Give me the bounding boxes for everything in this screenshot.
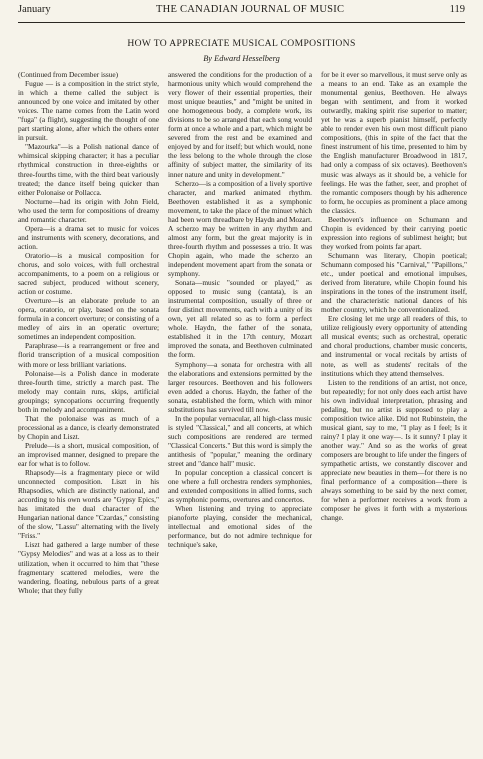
paragraph: Liszt had gathered a large number of these "Gypsy Melodies" and was at a loss as to their utilization, when it occurred to him that "these fragmentary scattered melodies, were the wandering, floating, nebulous parts of a great Whole; that they fully bbox=[18, 540, 159, 595]
paragraph: Symphony—a sonata for orchestra with all the elaborations and extensions permitted by the larger resources. Beethoven and his followers even added a chorus. Haydn, the father of the sonata, established the form, which with minor substitutions has survived till now. bbox=[168, 359, 312, 414]
paragraph: Paraphrase—is a rearrangement or free and florid transcription of a musical composition with more or less brilliant variations. bbox=[18, 341, 159, 369]
header-journal-title: THE CANADIAN JOURNAL OF MUSIC bbox=[155, 4, 345, 15]
header-rule bbox=[18, 22, 465, 23]
paragraph: for be it ever so marvellous, it must serve only as a means to an end. Take as an example the monumental genius, Beethoven. He always began with sentiment, and from it worked outwardly, making spirit rise superior to matter; yet he was a superb pianist himself, perfectly able to render even his own most difficult piano compositions, (this in spite of the fact that the finest instrument of his time, presented to him by the English manufacturer Broadwood in 1817, had only a compass of six octaves). Beethoven's music was always as it should be, a vehicle for feelings. He was the father, seer, and prophet of the romantic composers though by his adherence to form, he occupies as prominent a place among the classics. bbox=[321, 70, 467, 215]
paragraph: Oratorio—is a musical composition for chorus, and solo voices, with full orchestral accompaniments, to a poem on a religious or sacred subject, produced without scenery, action or costume. bbox=[18, 250, 159, 297]
header-month: January bbox=[18, 4, 51, 15]
paragraph: Overture—is an elaborate prelude to an opera, oratorio, or play, based on the sonata formula in a concert overture; or consisting of a medley of airs in an operatic overture; sometimes an independent composition. bbox=[18, 296, 159, 342]
paragraph: Sonata—music "sounded or played," as opposed to music sung (cantata), is an instrumental composition, usually of three or four distinct movements, each with a unity of its own, yet all related so as to form a perfect whole. Haydn, the father of the sonata, established it in the 17th century, Mozart improved the sonata, and Beethoven culminated the form. bbox=[168, 278, 312, 360]
paragraph: Scherzo—is a composition of a lively sportive character, and marked animated rhythm. Beethoven established it as a symphonic movement, to take the place of the minuet which had been worn threadbare by Haydn and Mozart. A scherzo may be written in any rhythm and almost any form, but the great majority is in three-fourth rhythm and possesses a trio. It was Chopin again, who made the scherzo an independent movement apart from the sonata or symphony. bbox=[168, 178, 312, 279]
paragraph: "Mazourka"—is a Polish national dance of whimsical skipping character; it has a peculiar rhythmical construction in three-eighths or three-fourths time, with the third beat variously treated; the dance itself being quicker than either Polonaise or Pollacca. bbox=[18, 142, 159, 197]
paragraph: (Continued from December issue) bbox=[18, 70, 119, 79]
paragraph: Prelude—is a short, musical composition, of an improvised manner, designed to prepare the ear for what is to follow. bbox=[18, 440, 159, 469]
header-page-number: 119 bbox=[449, 4, 465, 15]
paragraph: Listen to the renditions of an artist, not once, but repeatedly; for not only does each artist have his own individual interpretation, phrasing and pedaling, but no artist is supposed to play a composition twice alike. Did not Rubinstein, the musical giant, say to me, "I play as I feel; Is it rainy? I play it one way—. Is it sunny? I play it another way." And so as the works of great composers are brought to life under the fingers of sympathetic artists, we constantly discover and appreciate new beauties in them—for there is no final performance of a composition—there is always something to be said by the next comer, for when a performer receives a work from a composer he gives it forth with a mysterious change. bbox=[321, 377, 467, 523]
text-column-1 bbox=[18, 70, 159, 755]
paragraph: Fugue — is a composition in the strict style, in which a theme called the subject is announced by one voice and imitated by other voices. The name comes from the Latin word "fuga" (a flight), suggesting the thought of one part starting alone, after which the others enter in pursuit. bbox=[18, 79, 159, 143]
paragraph: In popular conception a classical concert is one where a full orchestra renders symphonies, and extended compositions in allied forms, such as symphonic poems, overtures and concertos. bbox=[168, 468, 312, 505]
paragraph: Beethoven's influence on Schumann and Chopin is evidenced by their carrying poetic expression into regions of sublimest height; but they worked from points far apart. bbox=[321, 214, 467, 251]
paragraph: Schumann was literary, Chopin poetical; Schumann composed his "Carnival," "Papillons," etc., under poetical and emotional impulses, derived from literature, while Chopin found his inspirations in the tones of the instrument itself, and the characteristic national dances of his mother country, which he conventionalized. bbox=[321, 250, 467, 315]
article-byline: By Edward Hesselberg bbox=[203, 54, 280, 63]
text-column-3 bbox=[321, 70, 467, 755]
text-column-2 bbox=[168, 70, 312, 755]
paragraph: Rhapsody—is a fragmentary piece or wild unconnected composition. Liszt in his Rhapsodies, which are distinctly national, and according to his own words are "Gypsy Epics," has imitated the dual character of the Hungarian national dance "Czardas," consisting of the slow, "Lassu" alternating with the lively "Friss." bbox=[18, 468, 159, 541]
paragraph: Opera—is a drama set to music for voices and instruments with scenery, decorations, and action. bbox=[18, 223, 159, 251]
paragraph: When listening and trying to appreciate pianoforte playing, consider the mechanical, intellectual and emotional sides of the performance, but do not admire technique for technique's sake, bbox=[168, 504, 312, 550]
paragraph: Polonaise—is a Polish dance in moderate three-fourth time, strictly a march past. The melody may contain runs, skips, artificial groupings; syncopations occurring frequently both in melody and accompaniment. bbox=[18, 368, 159, 414]
article-title: HOW TO APPRECIATE MUSICAL COMPOSITIONS bbox=[127, 38, 356, 49]
paragraph: Ere closing let me urge all readers of this, to utilize religiously every opportunity of attending all musical events; such as orchestral, operatic and choral productions, chamber music concerts, and instrumental or vocal recitals by artists of note, as well as students' recitals of the institutions which they attend themselves. bbox=[321, 314, 467, 378]
running-header bbox=[18, 4, 465, 20]
paragraph: Nocturne—had its origin with John Field, who used the term for compositions of dreamy and romantic character. bbox=[18, 196, 159, 224]
paragraph: In the popular vernacular, all high-class music is styled "Classical," and all concerts, at which such compositions are rendered are termed "Classical Concerts." But this word is simply the antithesis of "popular," meaning the ordinary street and "dance hall" music. bbox=[168, 413, 312, 469]
paragraph: That the polonaise was as much of a processional as a dance, is clearly demonstrated by Chopin and Liszt. bbox=[18, 413, 159, 441]
paragraph: answered the conditions for the production of a harmonious unity which would comprehend the very flower of their essential properties, their most unique beauties," and "might be united in one homogeneous body, a complete work, its divisions to be so arranged that each song would form at once a whole and a part, which might be severed from the rest and be examined and enjoyed by and for itself; but which would, none the less belong to the whole through the close affinity of subject matter, the similarity of its inner nature and unity in development." bbox=[168, 70, 312, 179]
